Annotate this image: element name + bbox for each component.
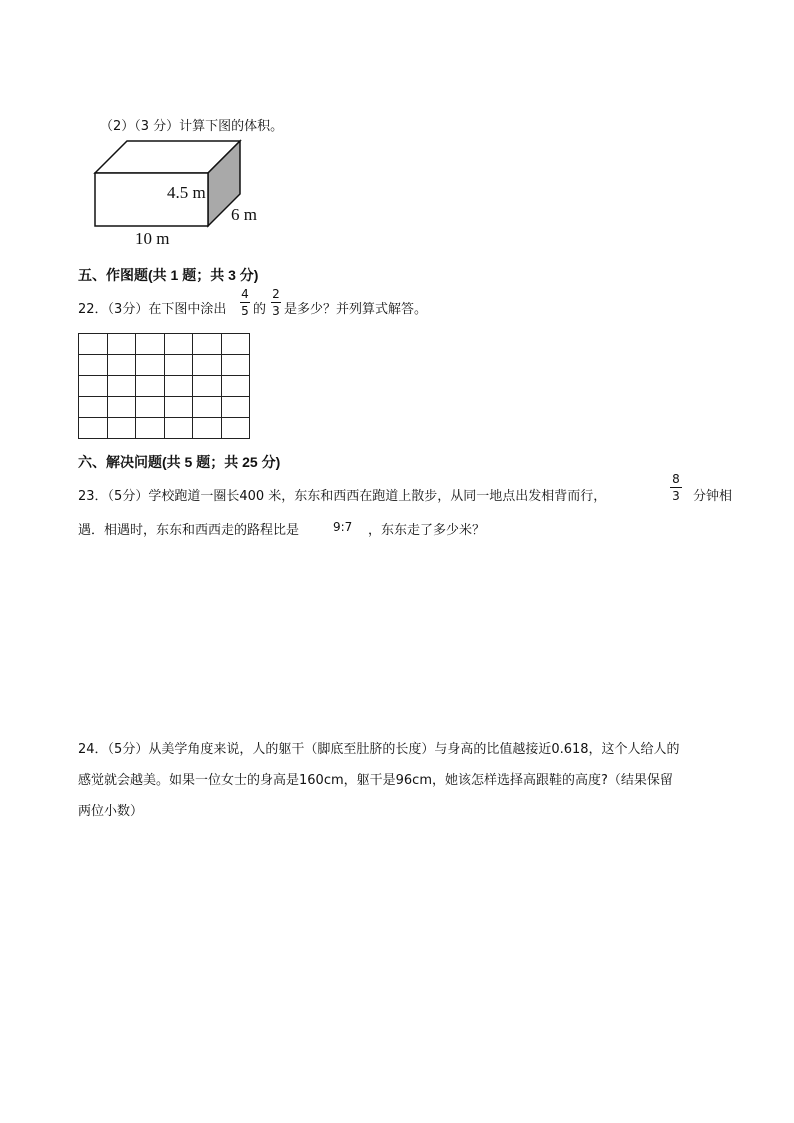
grid-cell[interactable]: [107, 418, 136, 439]
grid-cell[interactable]: [107, 376, 136, 397]
grid-cell[interactable]: [164, 376, 193, 397]
grid-cell[interactable]: [136, 418, 165, 439]
q23-line1: 23．（5分）学校跑道一圈长400 米，东东和西西在跑道上散步，从同一地点出发相背而行，: [78, 489, 607, 504]
grid-cell[interactable]: [221, 397, 250, 418]
fraction-denominator: 5: [241, 304, 249, 318]
q22-suffix: 是多少？并列算式解答。: [284, 302, 428, 317]
grid-cell[interactable]: [193, 376, 222, 397]
fraction-numerator: 8: [672, 472, 680, 486]
grid-cell[interactable]: [136, 397, 165, 418]
grid-cell[interactable]: [193, 418, 222, 439]
grid-cell[interactable]: [107, 397, 136, 418]
fraction-denominator: 3: [672, 489, 680, 503]
grid-cell[interactable]: [221, 355, 250, 376]
grid-row: [79, 334, 250, 355]
q23-ratio: 9:7: [333, 520, 353, 534]
grid-cell[interactable]: [221, 418, 250, 439]
grid-cell[interactable]: [164, 397, 193, 418]
fraction-numerator: 4: [241, 287, 249, 301]
q21-part2-text: （2）（3 分）计算下图的体积。: [100, 119, 284, 134]
section5-title: 五、作图题(共 1 题；共 3 分): [78, 267, 259, 283]
grid-cell[interactable]: [107, 334, 136, 355]
q22-mid: 的: [253, 302, 267, 317]
fraction-bar: [271, 302, 281, 303]
grid-cell[interactable]: [164, 334, 193, 355]
q22-fraction-4-5: [240, 287, 250, 318]
section6-title: 六、解决问题(共 5 题；共 25 分): [78, 454, 281, 470]
cuboid-depth-label: 6 m: [231, 205, 257, 224]
fraction-numerator: 2: [272, 287, 280, 301]
fraction-bar: [240, 302, 250, 303]
q23-line2-b: ，东东走了多少米？: [368, 523, 486, 538]
grid-cell[interactable]: [107, 355, 136, 376]
q23-line2-a: 遇．相遇时，东东和西西走的路程比是: [78, 523, 300, 538]
grid-cell[interactable]: [79, 355, 108, 376]
grid-cell[interactable]: [193, 355, 222, 376]
grid-cell[interactable]: [136, 355, 165, 376]
grid-cell[interactable]: [136, 334, 165, 355]
grid-cell[interactable]: [79, 397, 108, 418]
q22-drawing-grid[interactable]: [78, 333, 250, 439]
grid-cell[interactable]: [79, 334, 108, 355]
grid-cell[interactable]: [79, 418, 108, 439]
q23-fraction-8-3: [670, 472, 682, 503]
grid-cell[interactable]: [164, 418, 193, 439]
q24-line3: 两位小数）: [78, 804, 144, 819]
fraction-bar: [670, 487, 682, 488]
grid-cell[interactable]: [221, 376, 250, 397]
cuboid-length-label: 10 m: [135, 229, 170, 248]
grid-cell[interactable]: [193, 334, 222, 355]
grid-row: [79, 376, 250, 397]
fraction-denominator: 3: [272, 304, 280, 318]
grid-cell[interactable]: [136, 376, 165, 397]
q23-line1-end: 分钟相: [693, 489, 733, 504]
q22-fraction-2-3: [271, 287, 281, 318]
grid-row: [79, 355, 250, 376]
q24-line1: 24．（5分）从美学角度来说，人的躯干（脚底至肚脐的长度）与身高的比值越接近0.618，这个人给人的: [78, 742, 680, 757]
grid-cell[interactable]: [79, 376, 108, 397]
q22-prefix: 22．（3分）在下图中涂出: [78, 302, 227, 317]
grid-row: [79, 397, 250, 418]
cuboid-height-label: 4.5 m: [167, 183, 206, 202]
grid-cell[interactable]: [164, 355, 193, 376]
q24-line2: 感觉就会越美。如果一位女士的身高是160cm，躯干是96cm，她该怎样选择高跟鞋的高度?（结果保留: [78, 773, 673, 788]
grid-cell[interactable]: [221, 334, 250, 355]
grid-cell[interactable]: [193, 397, 222, 418]
grid-row: [79, 418, 250, 439]
